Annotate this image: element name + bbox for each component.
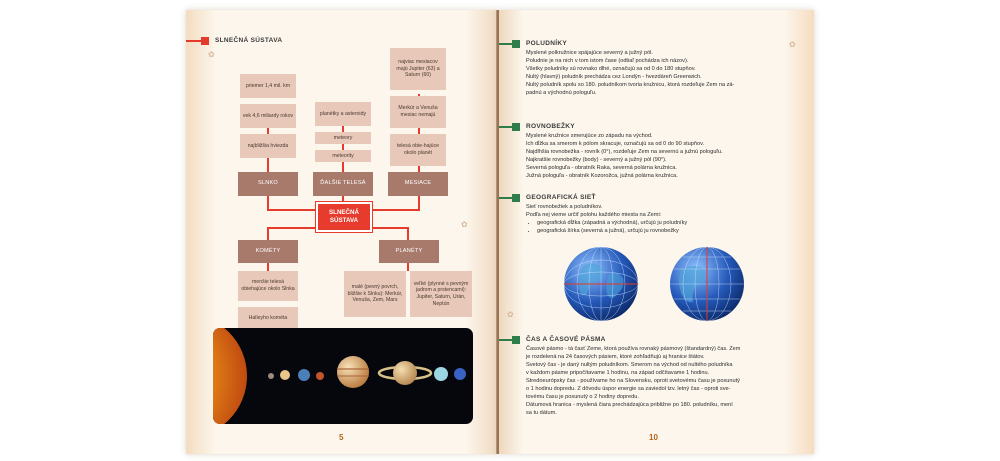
connector-line [267,196,269,210]
dalsie-telesa-fact-2: meteory [315,132,371,144]
right-page [499,10,814,454]
left-page [186,10,498,454]
planety-fact-2: veľké (plynné s pevným jadrom a prstencami): Jupiter, Saturn, Urán, Neptún [410,271,472,317]
mesiace-fact-3: telesá obie-hajúce okolo planét [390,134,446,166]
connector-line [370,227,408,229]
decorative-swirl: ✿ [461,220,468,229]
slnko-fact-1: priemer 1,4 mil. km [240,74,296,98]
decorative-swirl: ✿ [507,310,514,319]
page-number: 5 [339,433,344,442]
red-square-marker-icon [201,37,209,45]
green-square-marker-icon [512,40,520,48]
connector-line [267,263,269,271]
planety-fact-1: malé (pevný povrch, bližšie k Slnku): Merkúr, Venuša, Zem, Mars [344,271,406,317]
connector-line [370,209,420,211]
mesiace-box: MESIACE [388,172,448,196]
rovnobezky-text: Myslené kružnice smerujúce zo západu na východ. Ich dĺžka sa smerom k pólom skracuje, označujú sa od 0 do 90 stupňov. Najdlhšia rovnobežka - rovník (0°), rozdeľuje Zem na severnú a južnú pologuľu. Najkratšie rovnobežky (body) - severný a južný pól (90°). Severná pologuľa - obratník Raka, severná polárna kružnica. Južná pologuľa - obratník Kozorožca, južná polárna kružnica. [526,133,723,179]
decorative-swirl: ✿ [208,50,215,59]
connector-line [407,263,409,271]
green-square-marker-icon [512,336,520,344]
page-number: 10 [649,433,658,442]
list-item: • geografická dĺžka (západná a východná), určujú ju poludníky [537,220,797,228]
decorative-swirl: ✿ [789,40,796,49]
komety-fact-1: menšie telesá obiehajúce okolo Slnka [238,271,298,301]
dalsie-telesa-box: ĎALŠIE TELESÁ [313,172,373,196]
komety-fact-2: Halleyho kométa [238,307,298,329]
globe-icon [667,244,747,324]
connector-line [267,209,318,211]
slnko-fact-3: najbližšia hviezda [240,134,296,158]
connector-line [418,196,420,210]
slnko-fact-2: vek 4,6 miliardy rokov [240,104,296,128]
dalsie-telesa-fact-3: meteority [315,150,371,162]
planety-box: PLANÉTY [379,240,439,263]
globe-icon [561,244,641,324]
green-square-marker-icon [512,194,520,202]
solar-system-image [213,328,473,424]
geograficka-siet-list [527,220,797,236]
dalsie-telesa-fact-1: planétky a asteroidy [315,102,371,126]
slnko-box: SLNKO [238,172,298,196]
connector-line [267,227,269,240]
section-title-geograficka-siet: GEOGRAFICKÁ SIEŤ [526,194,596,201]
section-title-rovnobezky: ROVNOBEŽKY [526,123,575,130]
geograficka-siet-text: Sieť rovnobežiek a poludníkov. Podľa nej vieme určiť polohu každého miesta na Zemi: [526,204,662,218]
connector-line [267,227,318,229]
green-square-marker-icon [512,123,520,131]
section-title: SLNEČNÁ SÚSTAVA [215,37,283,44]
poludniky-text: Myslené polkružnice spájajúce severný a južný pól. Poludnie je na nich v tom istom čase (odtiaľ pochádza ich názov). Všetky poludníky sú rovnako dlhé, označujú sa od 0 do 180 stupňov. Nultý (hlavný) poludník prechádza cez Londýn - hvezdáreň Greenwich. Nultý poludník spolu so 180. poludníkom tvoria kružnicu, ktorá rozdeľuje Zem na zá- padnú a východnú pologuľu. [526,50,735,96]
center-box-slnecna-sustava: SLNEČNÁ SÚSTAVA [316,202,372,232]
mesiace-fact-2: Merkúr a Venuša mesiac nemajú [390,96,446,128]
connector-line [407,227,409,240]
mesiace-fact-1: najviac mesiacov majú Jupiter (63) a Saturn (60) [390,48,446,90]
komety-box: KOMÉTY [238,240,298,263]
section-title-poludniky: POLUDNÍKY [526,40,567,47]
list-item: • geografická šírka (severná a južná), určujú ju rovnobežky [537,228,797,236]
cas-text: Časové pásmo - tá časť Zeme, ktorá používa rovnaký pásmový (štandardný) čas. Zem je rozdelená na 24 časových pásiem, ktoré zohľadňujú aj hranice štátov. Svetový čas - je daný nultým poludníkom. Smerom na východ od nultého poludníka v každom pásme pripočítavame 1 hodinu, na západ odčítavame 1 hodinu. Stredoeurópsky čas - používame ho na Slovensku, oproti svetovému času je posunutý o 1 hodinu dopredu. Z dôvodu úspor energie sa zaviedol tzv. letný čas - oproti sve- tovému času je posunutý o 2 hodiny dopredu. Dátumová hranica - myslená čiara prechádzajúca približne po 180. poludníku, mení sa tu dátum. [526,346,741,416]
section-title-cas: ČAS A ČASOVÉ PÁSMA [526,336,606,343]
